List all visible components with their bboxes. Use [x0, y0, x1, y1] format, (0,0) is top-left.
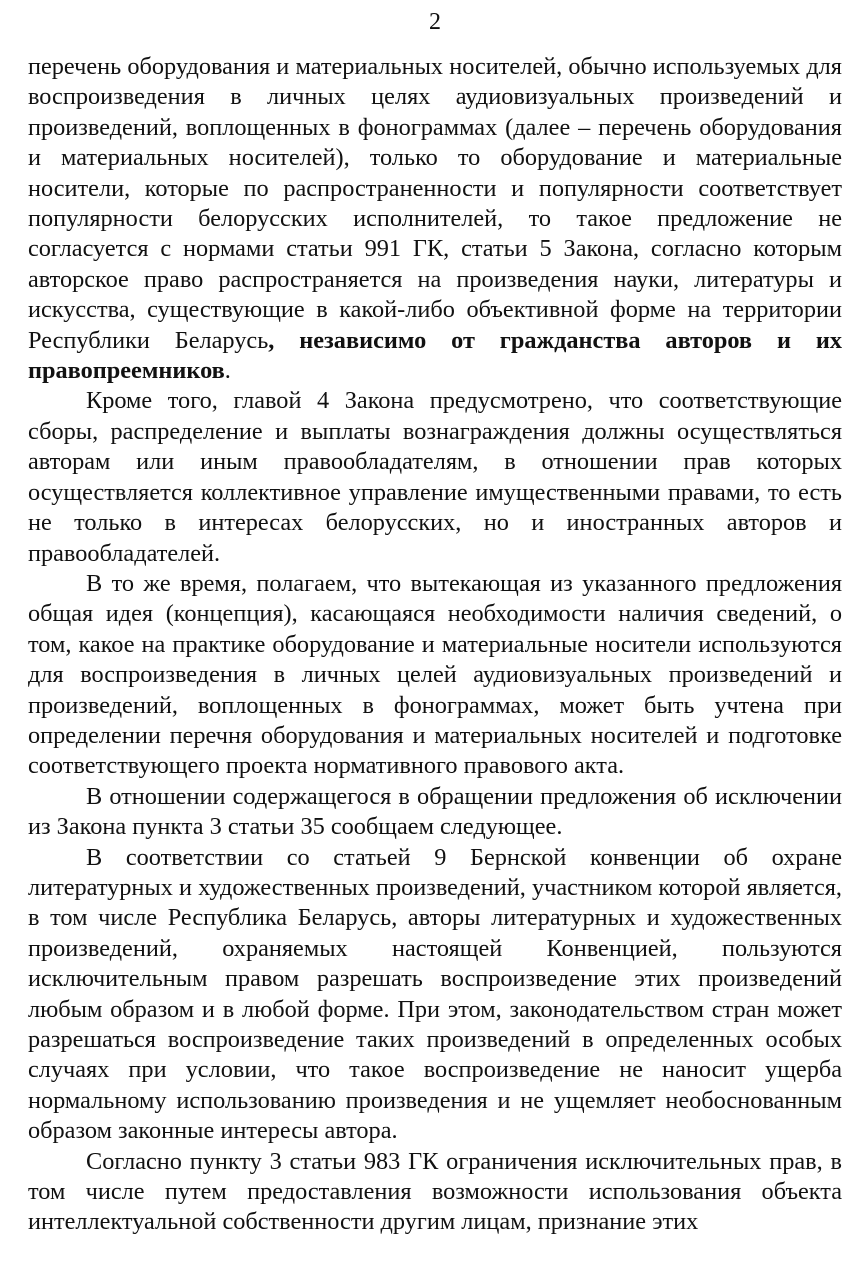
document-body	[28, 52, 842, 1238]
paragraph-6: Согласно пункту 3 статьи 983 ГК ограничения исключительных прав, в том числе путем предоставления возможности использования объекта интеллектуальной собственности другим лицам, признание этих	[28, 1147, 842, 1236]
paragraph-1-bold-tail: , независимо от гражданства авторов и их правопреемников	[28, 326, 842, 385]
paragraph-1	[28, 52, 842, 386]
page-number: 2	[429, 9, 441, 35]
paragraph-2: Кроме того, главой 4 Закона предусмотрено, что соответствующие сборы, распределение и выплаты вознаграждения должны осуществляться авторам или иным правообладателям, в отношении прав которых осуществляется коллективное управление имущественными правами, то есть не только в интересах белорусских, но и иностранных авторов и правообладателей.	[28, 387, 842, 567]
paragraph-1-text: перечень оборудования и материальных носителей, обычно используемых для воспроизведения в личных целях аудиовизуальных произведений и произведений, воплощенных в фонограммах (далее – перечень оборудования и материальных носителей), только то оборудование и материальные носители, которые по распространенности и популярности соответствует популярности белорусских исполнителей, то такое предложение не согласуется с нормами статьи 991 ГК, статьи 5 Закона, согласно которым авторское право распространяется на произведения науки, литературы и искусства, существующие в какой-либо объективной форме на территории Республики Беларусь	[28, 53, 842, 354]
paragraph-4: В отношении содержащегося в обращении предложения об исключении из Закона пункта 3 статьи 35 сообщаем следующее.	[28, 782, 842, 841]
paragraph-3: В то же время, полагаем, что вытекающая из указанного предложения общая идея (концепция), касающаяся необходимости наличия сведений, о том, какое на практике оборудование и материальные носители используются для воспроизведения в личных целей аудиовизуальных произведений и произведений, воплощенных в фонограммах, может быть учтена при определении перечня оборудования и материальных носителей и подготовке соответствующего проекта нормативного правового акта.	[28, 569, 842, 780]
paragraph-5: В соответствии со статьей 9 Бернской конвенции об охране литературных и художественных произведений, участником которой является, в том числе Республика Беларусь, авторы литературных и художественных произведений, охраняемых настоящей Конвенцией, пользуются исключительным правом разрешать воспроизведение этих произведений любым образом и в любой форме. При этом, законодательством стран может разрешаться воспроизведение таких произведений в определенных особых случаях при условии, что такое воспроизведение не наносит ущерба нормальному использованию произведения и не ущемляет необоснованным образом законные интересы автора.	[28, 843, 842, 1145]
paragraph-1-end: .	[224, 357, 231, 385]
